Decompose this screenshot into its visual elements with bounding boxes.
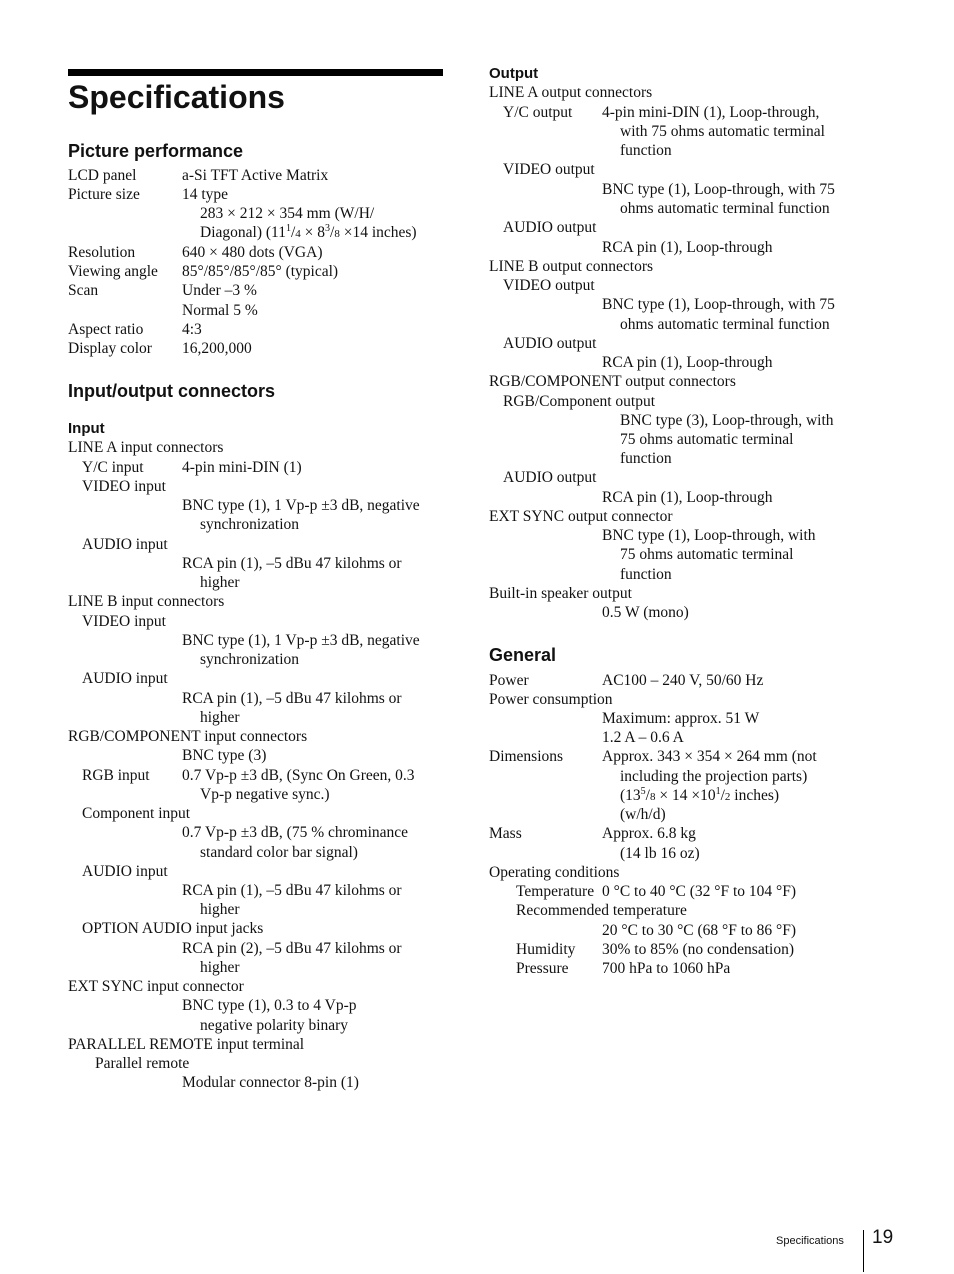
- spec-group: EXT SYNC output connector: [489, 508, 673, 525]
- spec-value: BNC type (1), 1 Vp-p ±3 dB, negative: [182, 632, 420, 649]
- spec-value: BNC type (3), Loop-through, with: [620, 412, 834, 429]
- spec-label: RGB/Component output: [503, 393, 655, 410]
- spec-value: RCA pin (2), –5 dBu 47 kilohms or: [182, 940, 402, 957]
- spec-value: 0.7 Vp-p ±3 dB, (Sync On Green, 0.3: [182, 767, 415, 784]
- spec-label: AUDIO output: [503, 219, 597, 236]
- spec-value: RCA pin (1), Loop-through: [602, 354, 773, 371]
- spec-label: Humidity: [516, 941, 576, 958]
- spec-group: RGB/COMPONENT input connectors: [68, 728, 308, 745]
- spec-value: RCA pin (1), Loop-through: [602, 239, 773, 256]
- spec-value: 85°/85°/85°/85° (typical): [182, 263, 339, 280]
- spec-value: 4:3: [182, 321, 202, 338]
- spec-group: Built-in speaker output: [489, 585, 632, 602]
- spec-value: Maximum: approx. 51 W: [602, 710, 760, 727]
- spec-value: 640 × 480 dots (VGA): [182, 244, 323, 261]
- spec-label: VIDEO output: [503, 277, 595, 294]
- spec-value: (w/h/d): [620, 806, 666, 823]
- spec-value: Under –3 %: [182, 282, 257, 299]
- spec-label: Viewing angle: [68, 263, 158, 280]
- spec-value: AC100 – 240 V, 50/60 Hz: [602, 672, 764, 689]
- spec-label: Mass: [489, 825, 522, 842]
- spec-label: Y/C input: [82, 459, 144, 476]
- spec-value: function: [620, 142, 672, 159]
- spec-label: Component input: [82, 805, 191, 822]
- spec-label: VIDEO input: [82, 613, 166, 630]
- spec-value: Normal 5 %: [182, 302, 258, 319]
- spec-group: PARALLEL REMOTE input terminal: [68, 1036, 305, 1053]
- spec-label: Resolution: [68, 244, 136, 261]
- spec-value: BNC type (1), Loop-through, with: [602, 527, 816, 544]
- spec-value: 0.7 Vp-p ±3 dB, (75 % chrominance: [182, 824, 409, 841]
- spec-value: 75 ohms automatic terminal: [620, 431, 794, 448]
- spec-value: 30% to 85% (no condensation): [602, 941, 794, 958]
- spec-label: VIDEO input: [82, 478, 166, 495]
- spec-value: function: [620, 566, 672, 583]
- spec-label: Picture size: [68, 186, 140, 203]
- spec-value: BNC type (3): [182, 747, 267, 764]
- spec-label: Y/C output: [503, 104, 573, 121]
- spec-value: higher: [200, 574, 240, 591]
- spec-value: RCA pin (1), Loop-through: [602, 489, 773, 506]
- spec-label: AUDIO input: [82, 536, 168, 553]
- spec-value-fraction: Diagonal) ($11^1/4 \times 8^3/8 \times 14$ inches): [200, 223, 417, 241]
- spec-label: Power: [489, 672, 529, 689]
- spec-value: 20 °C to 30 °C (68 °F to 86 °F): [602, 922, 797, 939]
- spec-label: AUDIO input: [82, 670, 168, 687]
- spec-value: (14 lb 16 oz): [620, 845, 700, 862]
- page-title: Specifications: [68, 79, 285, 115]
- spec-value: Approx. 343 × 354 × 264 mm (not: [602, 748, 817, 765]
- spec-value: including the projection parts): [620, 768, 808, 785]
- spec-value: function: [620, 450, 672, 467]
- spec-label: Parallel remote: [95, 1055, 190, 1072]
- spec-value: 16,200,000: [182, 340, 252, 357]
- spec-label: Temperature: [516, 883, 595, 900]
- spec-value: higher: [200, 959, 240, 976]
- spec-value: standard color bar signal): [200, 844, 358, 861]
- footer-divider: [863, 1230, 864, 1272]
- spec-group: RGB/COMPONENT output connectors: [489, 373, 736, 390]
- spec-value: BNC type (1), Loop-through, with 75: [602, 181, 835, 198]
- footer-section-label: Specifications: [776, 1235, 844, 1247]
- spec-value: a-Si TFT Active Matrix: [182, 167, 329, 184]
- spec-value: 75 ohms automatic terminal: [620, 546, 794, 563]
- spec-group: LINE A output connectors: [489, 84, 653, 101]
- spec-label: OPTION AUDIO input jacks: [82, 920, 264, 937]
- spec-value: 4-pin mini-DIN (1), Loop-through,: [602, 104, 820, 121]
- spec-value: synchronization: [200, 516, 300, 533]
- spec-value: 1.2 A – 0.6 A: [602, 729, 684, 746]
- spec-value: ohms automatic terminal function: [620, 316, 830, 333]
- spec-label: Pressure: [516, 960, 569, 977]
- spec-value: higher: [200, 709, 240, 726]
- spec-value: BNC type (1), 1 Vp-p ±3 dB, negative: [182, 497, 420, 514]
- spec-label: Recommended temperature: [516, 902, 687, 919]
- spec-label: Operating conditions: [489, 864, 620, 881]
- spec-value: 4-pin mini-DIN (1): [182, 459, 302, 476]
- spec-value: RCA pin (1), –5 dBu 47 kilohms or: [182, 555, 402, 572]
- spec-label: Dimensions: [489, 748, 564, 765]
- input-heading: Input: [68, 420, 105, 437]
- spec-label: Scan: [68, 282, 99, 299]
- spec-label: AUDIO output: [503, 469, 597, 486]
- spec-value: higher: [200, 901, 240, 918]
- spec-value: 14 type: [182, 186, 229, 203]
- spec-value: ohms automatic terminal function: [620, 200, 830, 217]
- spec-value: Approx. 6.8 kg: [602, 825, 696, 842]
- picture-performance-heading: Picture performance: [68, 141, 244, 161]
- spec-label: RGB input: [82, 767, 150, 784]
- spec-value: 700 hPa to 1060 hPa: [602, 960, 731, 977]
- spec-value-fraction: ($13^5/8 \times 14 \times 10^1/2$ inches): [620, 786, 780, 804]
- spec-value: BNC type (1), Loop-through, with 75: [602, 296, 835, 313]
- spec-value: RCA pin (1), –5 dBu 47 kilohms or: [182, 882, 402, 899]
- general-heading: General: [489, 645, 557, 665]
- spec-label: AUDIO input: [82, 863, 168, 880]
- spec-label: VIDEO output: [503, 161, 595, 178]
- spec-value: synchronization: [200, 651, 300, 668]
- spec-label: Display color: [68, 340, 152, 357]
- spec-value: 283 × 212 × 354 mm (W/H/: [200, 205, 375, 222]
- spec-group: LINE A input connectors: [68, 439, 224, 456]
- io-connectors-heading: Input/output connectors: [68, 381, 275, 401]
- spec-group: LINE B output connectors: [489, 258, 654, 275]
- spec-label: LCD panel: [68, 167, 137, 184]
- spec-value: BNC type (1), 0.3 to 4 Vp-p: [182, 997, 357, 1014]
- spec-value: RCA pin (1), –5 dBu 47 kilohms or: [182, 690, 402, 707]
- spec-label: Aspect ratio: [68, 321, 144, 338]
- output-heading: Output: [489, 65, 539, 82]
- spec-value: 0.5 W (mono): [602, 604, 689, 621]
- page-number: 19: [872, 1227, 894, 1248]
- spec-value: with 75 ohms automatic terminal: [620, 123, 825, 140]
- spec-group: EXT SYNC input connector: [68, 978, 244, 995]
- spec-value: Modular connector 8-pin (1): [182, 1074, 359, 1091]
- spec-value: 0 °C to 40 °C (32 °F to 104 °F): [602, 883, 797, 900]
- spec-value: Vp-p negative sync.): [200, 786, 330, 803]
- spec-label: Power consumption: [489, 691, 613, 708]
- spec-group: LINE B input connectors: [68, 593, 225, 610]
- spec-label: AUDIO output: [503, 335, 597, 352]
- spec-value: negative polarity binary: [200, 1017, 349, 1034]
